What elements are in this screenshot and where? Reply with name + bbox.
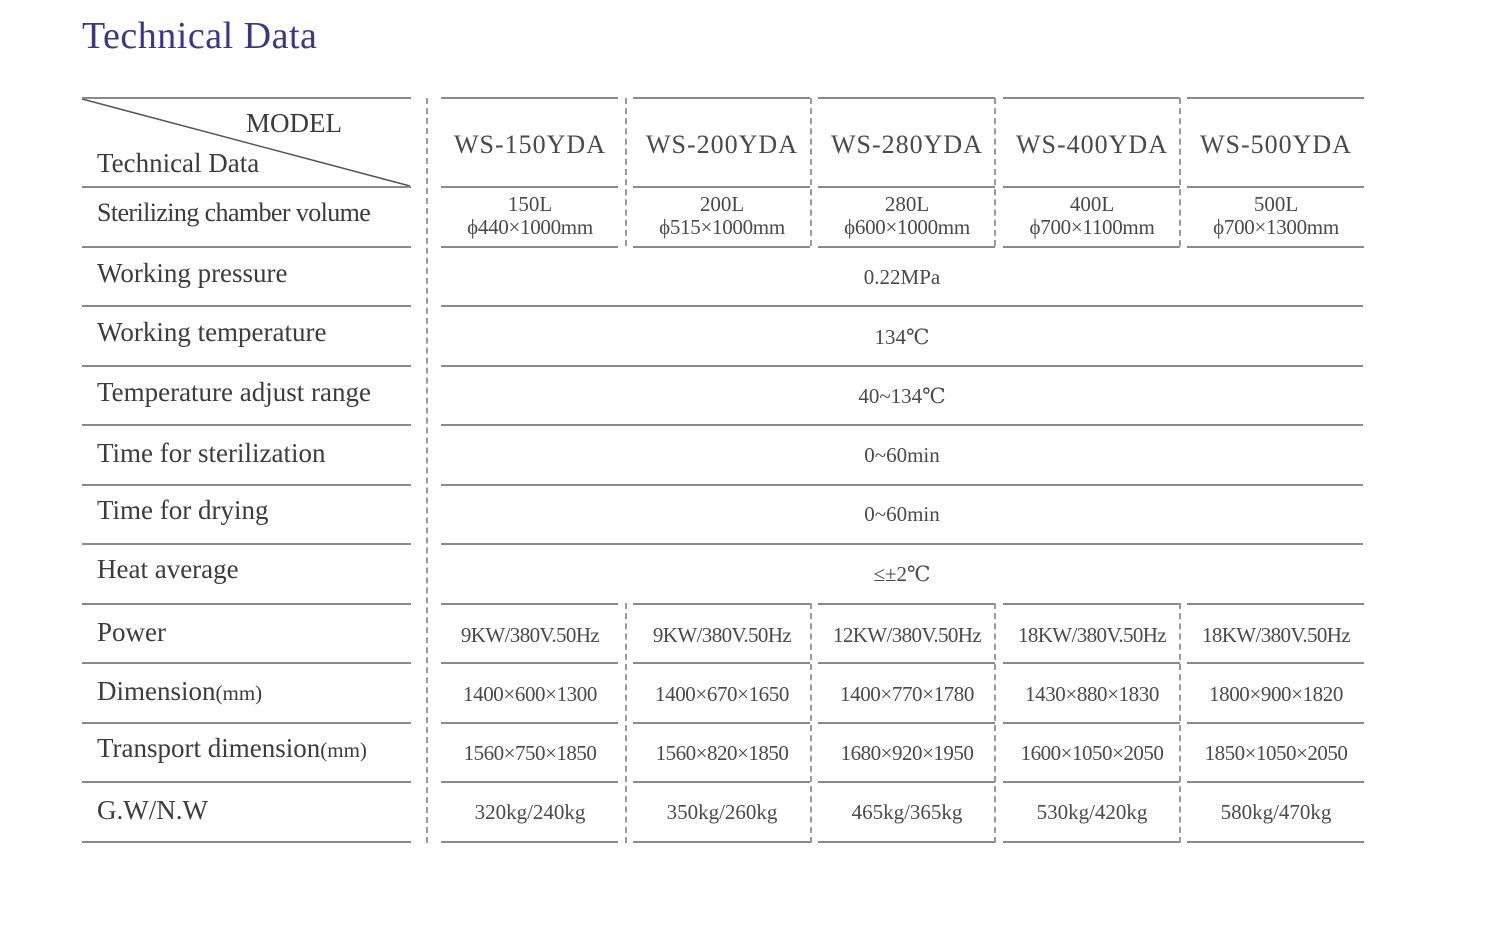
transport-dimension-value: 1680×920×1950 — [840, 741, 974, 765]
row-label-drying-time: Time for drying — [97, 495, 269, 525]
cell-divider — [1003, 603, 1180, 605]
power-value: 18KW/380V.50Hz — [1017, 623, 1167, 647]
cell-divider — [441, 246, 618, 248]
power-value: 9KW/380V.50Hz — [460, 623, 600, 647]
volume-size: ϕ515×1000mm — [659, 215, 785, 239]
row-divider — [82, 603, 411, 605]
dimension-value: 1400×600×1300 — [463, 682, 597, 706]
column-divider — [426, 98, 428, 843]
cell-divider — [441, 603, 618, 605]
transport-dimension-value: 1850×1050×2050 — [1204, 741, 1348, 765]
value-heat-average: ≤±2℃ — [873, 562, 931, 586]
cell-divider — [633, 781, 810, 783]
cell-divider — [1003, 97, 1180, 99]
volume-size: ϕ700×1300mm — [1213, 215, 1339, 239]
dimension-unit: (mm) — [215, 681, 263, 705]
volume-size: ϕ600×1000mm — [844, 215, 970, 239]
transport-dimension-value: 1560×820×1850 — [655, 741, 789, 765]
weight-value: 320kg/240kg — [474, 800, 586, 824]
row-divider — [82, 543, 411, 545]
cell-divider — [633, 722, 810, 724]
dimension-value: 1400×670×1650 — [655, 682, 789, 706]
row-divider — [82, 484, 411, 486]
cell-divider — [1187, 841, 1364, 843]
model-name: WS-500YDA — [1200, 130, 1352, 159]
row-divider — [441, 484, 1363, 486]
dimension-label-text: Dimension — [97, 676, 216, 706]
power-value: 9KW/380V.50Hz — [652, 623, 792, 647]
cell-divider — [1003, 841, 1180, 843]
cell-divider — [818, 722, 995, 724]
row-label-sterilization-time: Time for sterilization — [97, 438, 326, 468]
weight-value: 530kg/420kg — [1036, 800, 1148, 824]
transport-dimension-value: 1560×750×1850 — [463, 741, 597, 765]
row-divider — [82, 305, 411, 307]
row-divider — [82, 97, 411, 99]
cell-divider — [818, 662, 995, 664]
dimension-value: 1430×880×1830 — [1025, 682, 1159, 706]
cell-divider — [818, 781, 995, 783]
header-technical-data-label: Technical Data — [97, 148, 260, 178]
weight-value: 465kg/365kg — [851, 800, 963, 824]
row-label-heat-average: Heat average — [97, 554, 239, 584]
power-value: 12KW/380V.50Hz — [832, 623, 982, 647]
value-drying-time: 0~60min — [864, 502, 940, 526]
row-label-working-pressure: Working pressure — [97, 258, 288, 288]
row-divider — [82, 841, 411, 843]
cell-divider — [1003, 722, 1180, 724]
row-label-power: Power — [97, 617, 166, 647]
cell-divider — [818, 603, 995, 605]
row-divider — [82, 186, 411, 188]
volume-liters: 150L — [507, 192, 553, 216]
row-label-transport-dimension — [97, 733, 367, 764]
model-name: WS-200YDA — [646, 130, 798, 159]
cell-divider — [1003, 781, 1180, 783]
row-divider — [441, 305, 1363, 307]
row-divider — [441, 543, 1363, 545]
row-label-working-temperature: Working temperature — [97, 317, 327, 347]
volume-liters: 500L — [1253, 192, 1299, 216]
cell-divider — [1187, 662, 1364, 664]
row-divider — [441, 365, 1363, 367]
cell-divider — [818, 246, 995, 248]
cell-divider — [818, 841, 995, 843]
row-divider — [82, 662, 411, 664]
volume-liters: 280L — [884, 192, 930, 216]
row-divider — [82, 722, 411, 724]
cell-divider — [441, 97, 618, 99]
cell-divider — [441, 186, 618, 188]
cell-divider — [1187, 781, 1364, 783]
cell-divider — [441, 781, 618, 783]
cell-divider — [633, 97, 810, 99]
cell-divider — [1187, 246, 1364, 248]
power-value: 18KW/380V.50Hz — [1201, 623, 1351, 647]
row-divider — [82, 781, 411, 783]
row-divider — [82, 424, 411, 426]
volume-size: ϕ440×1000mm — [467, 215, 593, 239]
row-label-dimension — [97, 676, 262, 707]
cell-divider — [441, 662, 618, 664]
value-working-temperature: 134℃ — [874, 325, 930, 349]
transport-dimension-value: 1600×1050×2050 — [1020, 741, 1164, 765]
model-name: WS-400YDA — [1016, 130, 1168, 159]
cell-divider — [1187, 186, 1364, 188]
transport-label-text: Transport dimension — [97, 733, 321, 763]
model-name: WS-150YDA — [454, 130, 606, 159]
row-divider — [82, 246, 411, 248]
cell-divider — [1187, 97, 1364, 99]
cell-divider — [633, 662, 810, 664]
row-label-volume: Sterilizing chamber volume — [97, 198, 371, 227]
value-temperature-range: 40~134℃ — [858, 384, 946, 408]
row-divider — [441, 424, 1363, 426]
page-title: Technical Data — [82, 15, 318, 57]
model-name: WS-280YDA — [831, 130, 983, 159]
cell-divider — [1003, 246, 1180, 248]
row-divider — [82, 365, 411, 367]
row-label-weight: G.W/N.W — [97, 795, 208, 825]
cell-divider — [633, 841, 810, 843]
cell-divider — [818, 186, 995, 188]
value-working-pressure: 0.22MPa — [863, 265, 941, 289]
dimension-value: 1400×770×1780 — [840, 682, 974, 706]
weight-value: 350kg/260kg — [666, 800, 778, 824]
value-sterilization-time: 0~60min — [864, 443, 940, 467]
cell-divider — [441, 841, 618, 843]
cell-divider — [633, 603, 810, 605]
cell-divider — [633, 186, 810, 188]
cell-divider — [1003, 186, 1180, 188]
cell-divider — [441, 722, 618, 724]
cell-divider — [1003, 662, 1180, 664]
row-label-temperature-range: Temperature adjust range — [97, 377, 371, 407]
dimension-value: 1800×900×1820 — [1209, 682, 1343, 706]
header-model-label: MODEL — [246, 108, 342, 138]
cell-divider — [633, 246, 810, 248]
cell-divider — [1187, 722, 1364, 724]
cell-divider — [818, 97, 995, 99]
transport-unit: (mm) — [320, 738, 367, 762]
volume-size: ϕ700×1100mm — [1029, 215, 1155, 239]
weight-value: 580kg/470kg — [1220, 800, 1332, 824]
volume-liters: 400L — [1069, 192, 1115, 216]
volume-liters: 200L — [699, 192, 745, 216]
cell-divider — [1187, 603, 1364, 605]
